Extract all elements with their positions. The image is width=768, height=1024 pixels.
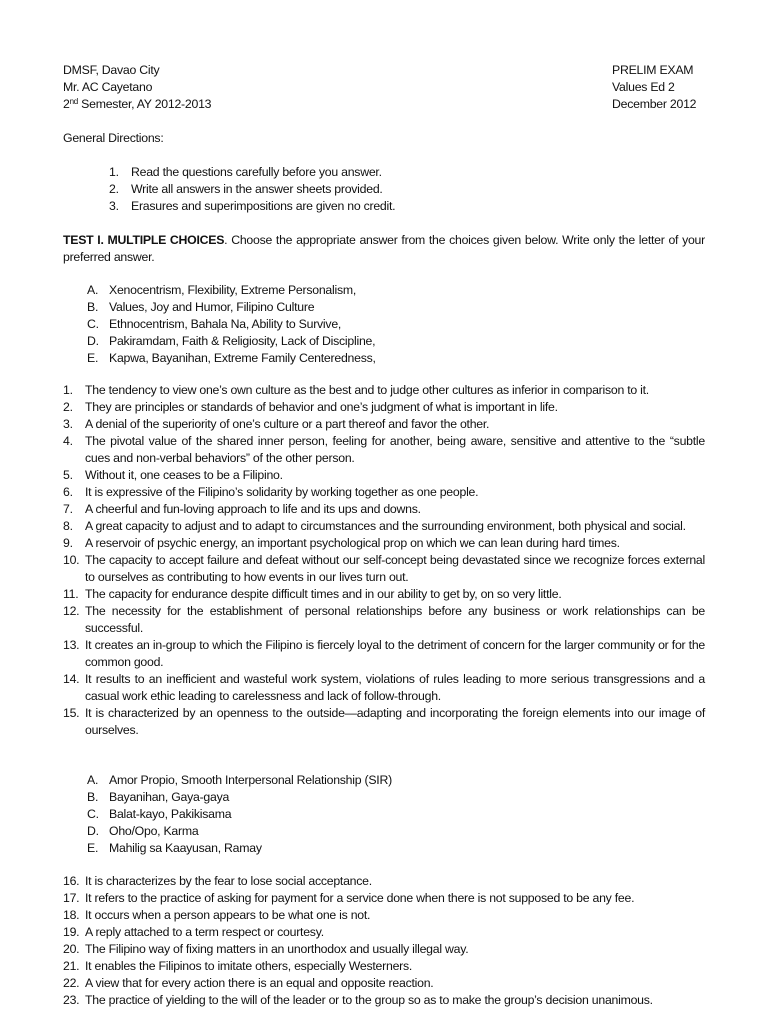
question-item: 2. They are principles or standards of behavior and one’s judgment of what is important in life. — [63, 400, 558, 414]
question-item: 1. The tendency to view one’s own culture as the best and to judge other cultures as inferior in comparison to it. — [63, 383, 649, 397]
question-item: 13. It creates an in-group to which the Filipino is fiercely loyal to the detriment of concern for the larger community or for the common good. — [63, 638, 705, 669]
teacher-name: Mr. AC Cayetano — [63, 80, 153, 94]
question-item: 8. A great capacity to adjust and to adapt to circumstances and the surrounding environment, both physical and social. — [63, 519, 686, 533]
question-item: 6. It is expressive of the Filipino’s solidarity by working together as one people. — [63, 485, 479, 499]
choice-item: C. Balat-kayo, Pakikisama — [87, 807, 232, 821]
header-left — [63, 62, 211, 113]
question-item: 21. It enables the Filipinos to imitate others, especially Westerners. — [63, 959, 413, 973]
question-item: 17. It refers to the practice of asking for payment for a service done when there is not supposed to be any fee. — [63, 891, 635, 905]
question-item: 14. It results to an inefficient and wasteful work system, violations of rules leading to more serious transgressions and a casual work ethic leading to carelessness and lack of follow-through. — [63, 672, 705, 703]
question-item: 12. The necessity for the establishment of personal relationships before any business or work relationships can be successful. — [63, 604, 705, 635]
choice-item: C. Ethnocentrism, Bahala Na, Ability to Survive, — [87, 317, 342, 331]
question-item: 23. The practice of yielding to the will of the leader or to the group so as to make the group’s decision unanimous. — [63, 993, 653, 1007]
question-item: 22. A view that for every action there is an equal and opposite reaction. — [63, 976, 434, 990]
choice-item: D. Oho/Opo, Karma — [87, 824, 199, 838]
question-item: 10. The capacity to accept failure and defeat without our self-concept being devastated since we recognize forces external to ourselves as contributing to how events in our lives turn out. — [63, 553, 705, 584]
question-item: 18. It occurs when a person appears to be what one is not. — [63, 908, 371, 922]
choices-set-2 — [87, 772, 392, 857]
choice-item: E. Mahilig sa Kaayusan, Ramay — [87, 841, 262, 855]
school-name: DMSF, Davao City — [63, 63, 160, 77]
direction-item: 1. Read the questions carefully before you answer. — [109, 165, 382, 179]
test1-instructions — [63, 232, 705, 266]
question-item: 11. The capacity for endurance despite difficult times and in our ability to get by, on so very little. — [63, 587, 562, 601]
question-item: 15. It is characterized by an openness to the outside—adapting and incorporating the foreign elements into our image of ourselves. — [63, 706, 705, 737]
question-item: 19. A reply attached to a term respect or courtesy. — [63, 925, 324, 939]
choice-item: B. Values, Joy and Humor, Filipino Culture — [87, 300, 315, 314]
subject: Values Ed 2 — [612, 80, 675, 94]
choices-set-1 — [87, 282, 376, 367]
question-item: 7. A cheerful and fun-loving approach to life and its ups and downs. — [63, 502, 421, 516]
question-item: 5. Without it, one ceases to be a Filipino. — [63, 468, 283, 482]
questions-set-1 — [63, 382, 705, 739]
question-item: 3. A denial of the superiority of one’s culture or a part thereof and favor the other. — [63, 417, 490, 431]
question-item: 4. The pivotal value of the shared inner person, feeling for another, being aware, sensitive and attentive to the “subtle cues and non-verbal behaviors” of the other person. — [63, 434, 705, 465]
choice-item: B. Bayanihan, Gaya-gaya — [87, 790, 230, 804]
general-directions-list — [109, 164, 395, 215]
header-right — [612, 62, 696, 113]
question-item: 20. The Filipino way of fixing matters in an unorthodox and usually illegal way. — [63, 942, 469, 956]
choice-item: E. Kapwa, Bayanihan, Extreme Family Centeredness, — [87, 351, 376, 365]
test1-instruction: . Choose the appropriate answer from the choices given below. Write only the letter of your preferred answer. — [63, 233, 705, 264]
question-item: 9. A reservoir of psychic energy, an important psychological prop on which we can lean during hard times. — [63, 536, 620, 550]
exam-date: December 2012 — [612, 97, 697, 111]
test1-heading: TEST I. MULTIPLE CHOICES — [63, 233, 225, 247]
exam-title: PRELIM EXAM — [612, 63, 694, 77]
choice-item: D. Pakiramdam, Faith & Religiosity, Lack of Discipline, — [87, 334, 376, 348]
choice-item: A. Amor Propio, Smooth Interpersonal Relationship (SIR) — [87, 773, 392, 787]
direction-item: 3. Erasures and superimpositions are given no credit. — [109, 199, 396, 213]
questions-set-2 — [63, 873, 705, 1009]
semester: 2nd Semester, AY 2012-2013 — [63, 97, 212, 111]
choice-item: A. Xenocentrism, Flexibility, Extreme Personalism, — [87, 283, 357, 297]
question-item: 16. It is characterizes by the fear to lose social acceptance. — [63, 874, 372, 888]
general-directions-title: General Directions: — [63, 131, 164, 145]
direction-item: 2. Write all answers in the answer sheets provided. — [109, 182, 383, 196]
